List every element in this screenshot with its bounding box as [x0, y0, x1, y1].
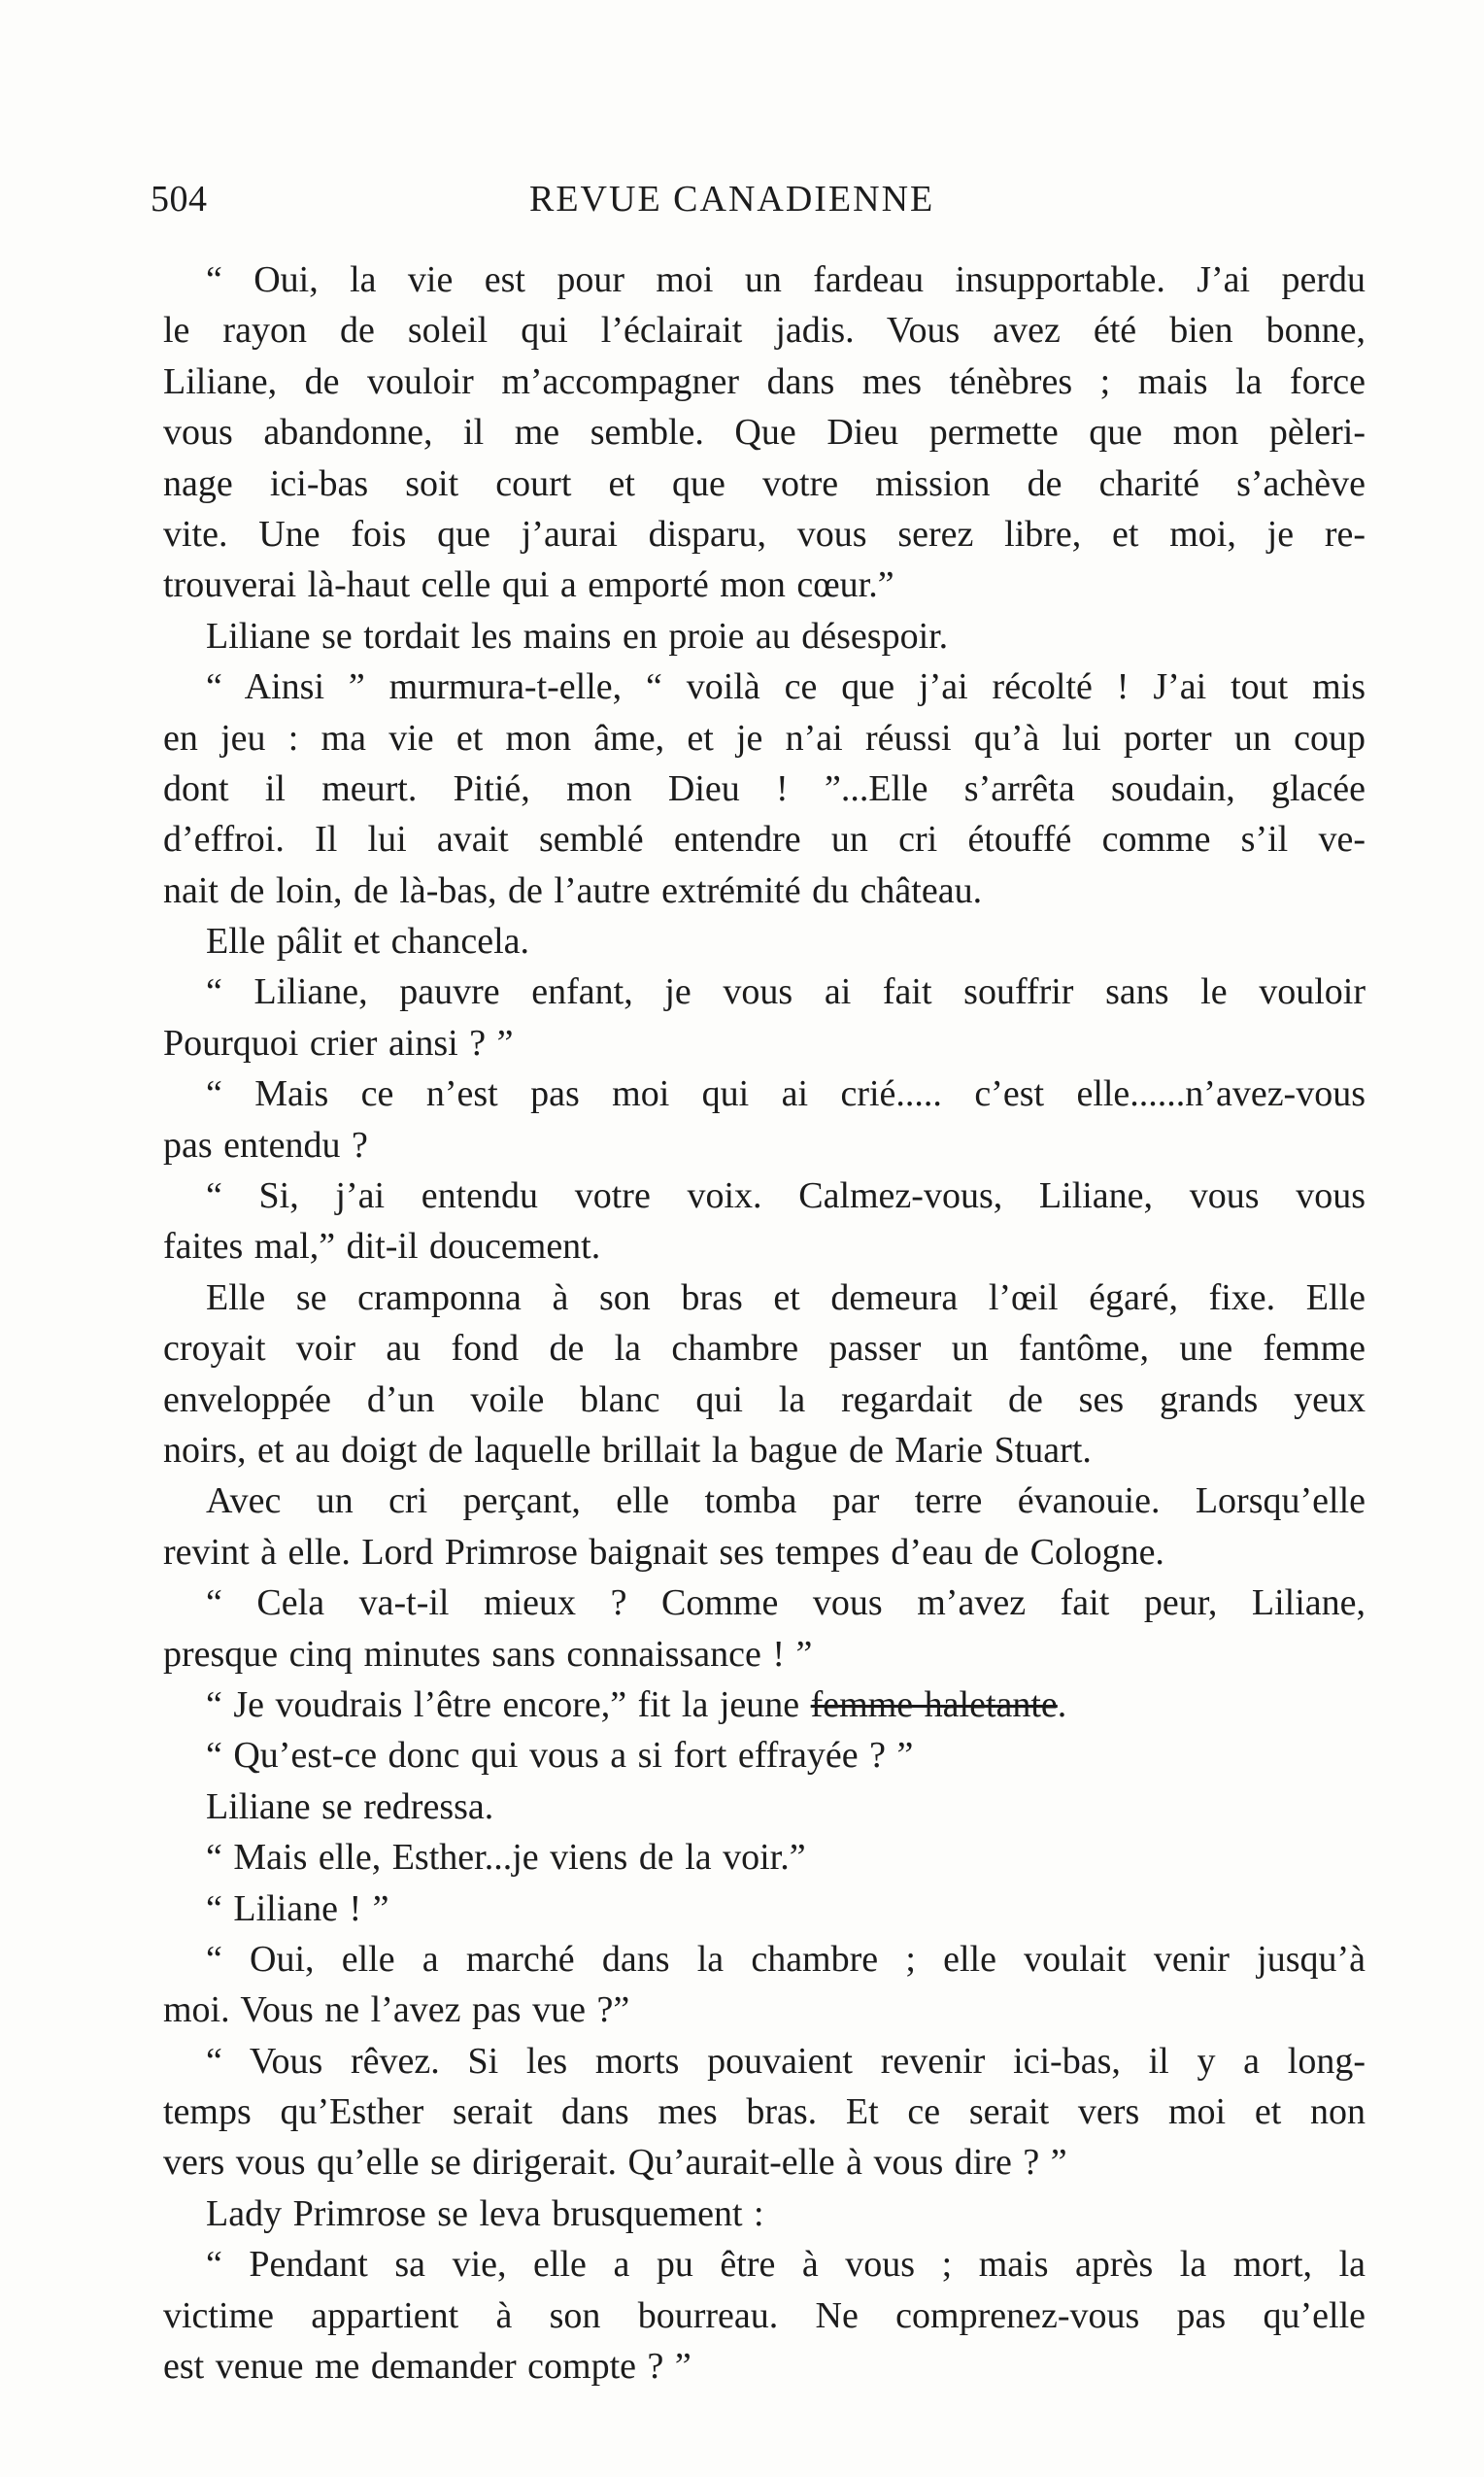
text-line: “ Liliane ! ” — [206, 1887, 389, 1929]
body-text — [163, 254, 1366, 2392]
text-line: Avec un cri perçant, elle tomba par terre évanouie. Lorsqu’elle — [206, 1480, 1366, 1522]
text-line: “ Ainsi ” murmura-t-elle, “ voilà ce que j’ai récolté ! J’ai tout mis — [206, 666, 1366, 708]
text-line: Lady Primrose se leva brusquement : — [206, 2192, 764, 2234]
page-number: 504 — [151, 179, 208, 220]
text-line: victime appartient à son bourreau. Ne comprenez-vous pas qu’elle — [163, 2294, 1366, 2336]
struck-text: femme haletante — [810, 1683, 1058, 1725]
text-line: “ Vous rêvez. Si les morts pouvaient revenir ici-bas, il y a long- — [206, 2040, 1366, 2082]
text-line: le rayon de soleil qui l’éclairait jadis. Vous avez été bien bonne, — [163, 310, 1366, 352]
text-line: faites mal,” dit-il doucement. — [163, 1226, 601, 1268]
text-line: d’effroi. Il lui avait semblé entendre un cri étouffé comme s’il ve- — [163, 819, 1366, 861]
text-line: Elle pâlit et chancela. — [206, 921, 530, 963]
text-line: “ Mais ce n’est pas moi qui ai crié..... c’est elle......n’avez-vous — [206, 1073, 1366, 1115]
text-line: “ Oui, elle a marché dans la chambre ; elle voulait venir jusqu’à — [206, 1938, 1366, 1980]
text-line: Pourquoi crier ainsi ? ” — [163, 1022, 514, 1064]
text-line: en jeu : ma vie et mon âme, et je n’ai réussi qu’à lui porter un coup — [163, 717, 1366, 759]
text-line: vite. Une fois que j’aurai disparu, vous serez libre, et moi, je re- — [163, 513, 1366, 555]
text-line: noirs, et au doigt de laquelle brillait la bague de Marie Stuart. — [163, 1429, 1092, 1471]
text-line: enveloppée d’un voile blanc qui la regardait de ses grands yeux — [163, 1378, 1366, 1420]
text-line: “ Mais elle, Esther...je viens de la voir.” — [206, 1837, 806, 1879]
text-line: “ Qu’est-ce donc qui vous a si fort effrayée ? ” — [206, 1735, 914, 1777]
text-line: trouverai là-haut celle qui a emporté mon cœur.” — [163, 564, 894, 606]
running-title: REVUE CANADIENNE — [529, 179, 935, 220]
text-line: Liliane se tordait les mains en proie au désespoir. — [206, 615, 949, 657]
text-line: vous abandonne, il me semble. Que Dieu permette que mon pèleri- — [163, 412, 1366, 454]
text-line: moi. Vous ne l’avez pas vue ?” — [163, 1989, 630, 2031]
text-line: Liliane se redressa. — [206, 1785, 494, 1827]
text-segment: “ Je voudrais l’être encore,” fit la jeune — [206, 1683, 800, 1725]
text-line: nage ici-bas soit court et que votre mission de charité s’achève — [163, 462, 1366, 504]
text-line — [163, 1680, 1366, 1730]
text-line: “ Si, j’ai entendu votre voix. Calmez-vous, Liliane, vous vous — [206, 1175, 1366, 1217]
text-line: Elle se cramponna à son bras et demeura l’œil égaré, fixe. Elle — [206, 1276, 1366, 1318]
text-line: presque cinq minutes sans connaissance ! ” — [163, 1633, 813, 1675]
text-line: revint à elle. Lord Primrose baignait ses tempes d’eau de Cologne. — [163, 1531, 1164, 1573]
text-line: croyait voir au fond de la chambre passer un fantôme, une femme — [163, 1328, 1366, 1370]
text-line: dont il meurt. Pitié, mon Dieu ! ”...Elle s’arrêta soudain, glacée — [163, 767, 1366, 809]
text-line: “ Pendant sa vie, elle a pu être à vous ; mais après la mort, la — [206, 2244, 1366, 2286]
text-segment: . — [1057, 1683, 1067, 1725]
text-line: nait de loin, de là-bas, de l’autre extrémité du château. — [163, 869, 983, 911]
text-line: Liliane, de vouloir m’accompagner dans mes ténèbres ; mais la force — [163, 360, 1366, 402]
text-line: vers vous qu’elle se dirigerait. Qu’aurait-elle à vous dire ? ” — [163, 2142, 1067, 2184]
text-line: “ Liliane, pauvre enfant, je vous ai fait souffrir sans le vouloir — [206, 971, 1366, 1013]
text-line: “ Cela va-t-il mieux ? Comme vous m’avez fait peur, Liliane, — [206, 1582, 1366, 1624]
text-line: temps qu’Esther serait dans mes bras. Et ce serait vers moi et non — [163, 2091, 1366, 2133]
text-line: “ Oui, la vie est pour moi un fardeau insupportable. J’ai perdu — [206, 259, 1366, 300]
page-header — [151, 178, 1374, 226]
text-line: est venue me demander compte ? ” — [163, 2346, 691, 2388]
text-line: pas entendu ? — [163, 1124, 368, 1166]
